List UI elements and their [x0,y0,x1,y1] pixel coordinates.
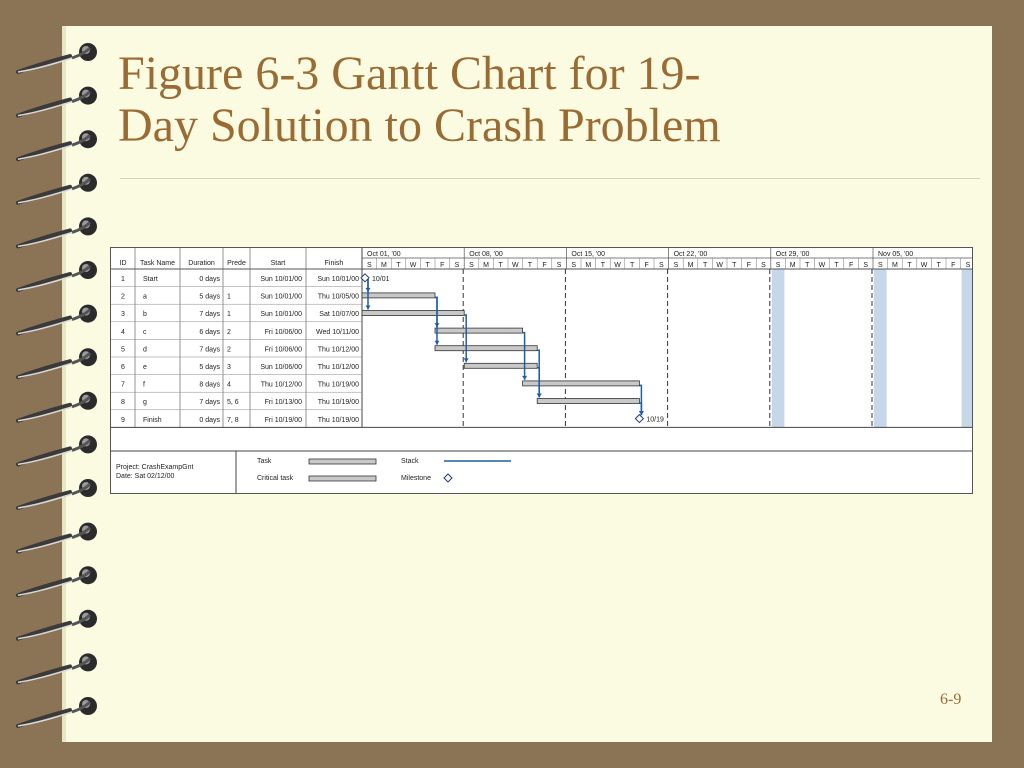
binding-ring [18,305,97,334]
row-start: Fri 10/06/00 [264,346,302,354]
ring-wire-back [18,100,70,116]
week-label: Oct 08, '00 [469,251,503,258]
title-underline [120,178,980,179]
row-finish: Sat 10/07/00 [319,311,359,319]
row-duration: 5 days [199,293,220,301]
binding-ring [18,87,97,116]
dependency-link [464,315,466,362]
row-task-name: f [143,381,145,389]
day-letter: S [761,262,766,269]
table-row [121,399,359,406]
table-row [121,311,359,318]
legend-task-swatch [309,459,376,464]
day-letter: S [454,262,460,269]
slide-title [118,48,978,152]
ring-wire-back [18,230,70,246]
row-finish: Thu 10/19/00 [317,399,359,407]
row-finish: Thu 10/12/00 [317,364,359,371]
ring-wire-back [18,666,70,682]
binding-ring [18,261,97,290]
row-task-name: Start [143,276,158,283]
binding-ring [18,435,97,464]
binding-ring [18,348,97,377]
row-finish: Thu 10/05/00 [317,293,359,301]
ring-wire-back [18,536,70,552]
weekend-shade [962,269,972,427]
task-bar [537,399,639,404]
task-bar [523,381,640,386]
column-header: Prede [227,260,246,267]
task-bar [464,363,537,368]
weekend-shade [874,269,887,427]
day-letter: S [965,262,971,269]
day-letter: F [951,262,956,269]
row-id: 2 [121,293,125,301]
day-letter: T [732,262,737,269]
day-letter: S [571,262,577,269]
ring-wire-back [18,623,70,639]
column-header: Finish [324,260,344,267]
row-finish: Thu 10/12/00 [317,346,359,354]
row-start: Sun 10/06/00 [260,364,302,371]
table-row [121,329,359,336]
row-duration: 7 days [199,311,220,319]
binding-ring [18,523,97,552]
day-letter: S [366,262,372,269]
week-label: Oct 15, '00 [571,251,606,258]
table-row [121,294,359,301]
week-label: Oct 29, '00 [775,251,810,258]
row-id: 1 [121,276,125,283]
row-id: 5 [121,346,125,354]
row-task-name: e [143,364,147,371]
table-row [121,346,359,353]
row-duration: 0 days [199,276,220,283]
day-letter: T [396,262,401,269]
binding-ring [18,217,97,246]
ring-wire-back [18,318,70,334]
row-start: Sun 10/01/00 [260,293,302,301]
dependency-arrowhead [537,394,542,398]
ring-wire-back [18,579,70,595]
day-letter: M [380,262,387,269]
dependency-arrowhead [435,341,440,345]
table-row [121,382,359,389]
slide-number: 6-9 [940,691,962,708]
row-duration: 7 days [199,399,220,407]
row-predecessors: 3 [227,364,231,371]
row-start: Fri 10/19/00 [264,416,302,424]
day-letter: T [498,262,503,269]
row-predecessors: 7, 8 [227,416,239,424]
task-bar [362,311,464,316]
table-row [121,417,359,424]
ring-wire-back [18,187,70,203]
day-letter: T [527,262,533,269]
milestone-diamond [635,415,643,423]
title-line-1: Figure 6-3 Gantt Chart for 19- [118,47,701,100]
row-finish: Thu 10/19/00 [317,381,359,389]
row-task-name: Finish [143,416,162,424]
binding-ring [18,479,97,508]
legend-task-label: Task [257,458,272,465]
day-letter: F [746,262,752,269]
ring-wire-back [18,274,70,290]
day-letter: W [818,262,826,269]
day-letter: W [511,262,519,269]
row-id: 3 [121,311,125,319]
day-letter: S [658,262,664,269]
day-letter: S [775,262,781,269]
legend-milestone-swatch [444,474,452,482]
day-letter: M [687,262,694,269]
footer-project: Project: CrashExampGnt [116,464,194,471]
ring-wire-back [18,143,70,159]
table-row [121,364,359,371]
day-letter: M [483,262,490,269]
day-letter: T [629,262,635,269]
day-letter: S [863,262,869,269]
dependency-arrowhead [366,306,371,310]
legend-stack-label: Stack [401,458,419,465]
row-id: 9 [121,416,125,424]
row-duration: 8 days [199,381,220,389]
binding-ring [18,697,97,726]
row-finish: Sun 10/01/00 [317,276,359,283]
week-label: Nov 05, '00 [878,251,914,258]
day-letter: T [907,262,912,269]
milestone-label: 10/19 [646,416,664,424]
dependency-arrowhead [464,358,469,362]
binding-ring [18,566,97,595]
dependency-link [435,297,437,344]
row-predecessors: 5, 6 [227,399,239,407]
legend-critical-swatch [309,476,376,481]
row-start: Sun 10/01/00 [260,276,302,283]
legend-milestone-label: Milestone [401,475,431,482]
ring-wire-back [18,492,70,508]
row-task-name: a [143,293,147,301]
column-header: Duration [188,260,215,267]
day-letter: T [600,262,606,269]
day-letter: S [877,262,883,269]
dependency-arrowhead [522,376,527,380]
task-bar [362,293,435,298]
row-finish: Thu 10/19/00 [317,416,359,424]
day-letter: T [425,262,430,269]
ring-wire-back [18,405,70,421]
milestone-label: 10/01 [372,275,390,283]
row-predecessors: 4 [227,381,231,389]
row-finish: Wed 10/11/00 [316,328,359,336]
row-duration: 6 days [199,328,220,336]
day-letter: T [702,262,708,269]
row-start: Sun 10/01/00 [260,311,302,319]
ring-wire-back [18,710,70,726]
day-letter: T [936,262,941,269]
day-letter: F [440,262,445,269]
row-id: 6 [121,364,125,371]
row-predecessors: 1 [227,293,231,301]
binding-ring [18,43,97,72]
day-letter: M [789,262,796,269]
day-letter: W [716,262,724,269]
row-task-name: b [143,311,147,319]
task-bar [435,346,537,351]
row-start: Thu 10/12/00 [260,381,302,389]
legend-critical-label: Critical task [257,475,294,482]
weekend-shade [772,269,785,427]
dependency-link [523,333,525,380]
day-letter: T [834,262,839,269]
column-header: ID [119,260,127,267]
day-letter: S [673,262,679,269]
row-start: Fri 10/06/00 [264,328,302,336]
ring-wire-back [18,448,70,464]
binding-ring [18,392,97,421]
ring-wire-back [18,56,70,72]
day-letter: F [542,262,547,269]
day-letter: F [848,262,854,269]
row-predecessors: 2 [227,328,231,336]
task-bar [435,328,523,333]
gantt-chart [111,248,972,493]
footer-date: Date: Sat 02/12/00 [116,473,175,480]
day-letter: M [891,262,898,269]
row-duration: 5 days [199,364,220,371]
binding-ring [18,130,97,159]
binding-ring [18,653,97,682]
row-task-name: d [143,346,147,354]
day-letter: F [644,262,649,269]
table-row [121,276,359,283]
day-letter: S [556,262,562,269]
day-letter: M [585,262,592,269]
day-letter: T [805,262,810,269]
day-letter: W [920,262,928,269]
row-predecessors: 2 [227,346,231,354]
title-line-2: Day Solution to Crash Problem [118,99,721,152]
row-start: Fri 10/13/00 [264,399,302,407]
day-letter: W [614,262,621,269]
row-predecessors: 1 [227,311,231,319]
row-task-name: g [143,399,147,407]
row-task-name: c [143,328,147,336]
binding-ring [18,610,97,639]
row-duration: 7 days [199,346,220,354]
row-id: 4 [121,328,125,336]
column-header: Task Name [139,260,176,267]
day-letter: S [469,262,474,269]
week-label: Oct 22, '00 [673,251,708,258]
row-duration: 0 days [199,416,220,424]
row-id: 7 [121,381,125,389]
gantt-chart-image [110,247,973,494]
spiral-binding [0,0,120,768]
ring-wire-back [18,361,70,377]
binding-ring [18,174,97,203]
row-id: 8 [121,399,125,407]
week-label: Oct 01, '00 [367,251,401,258]
day-letter: W [409,262,417,269]
column-header: Start [270,260,286,267]
